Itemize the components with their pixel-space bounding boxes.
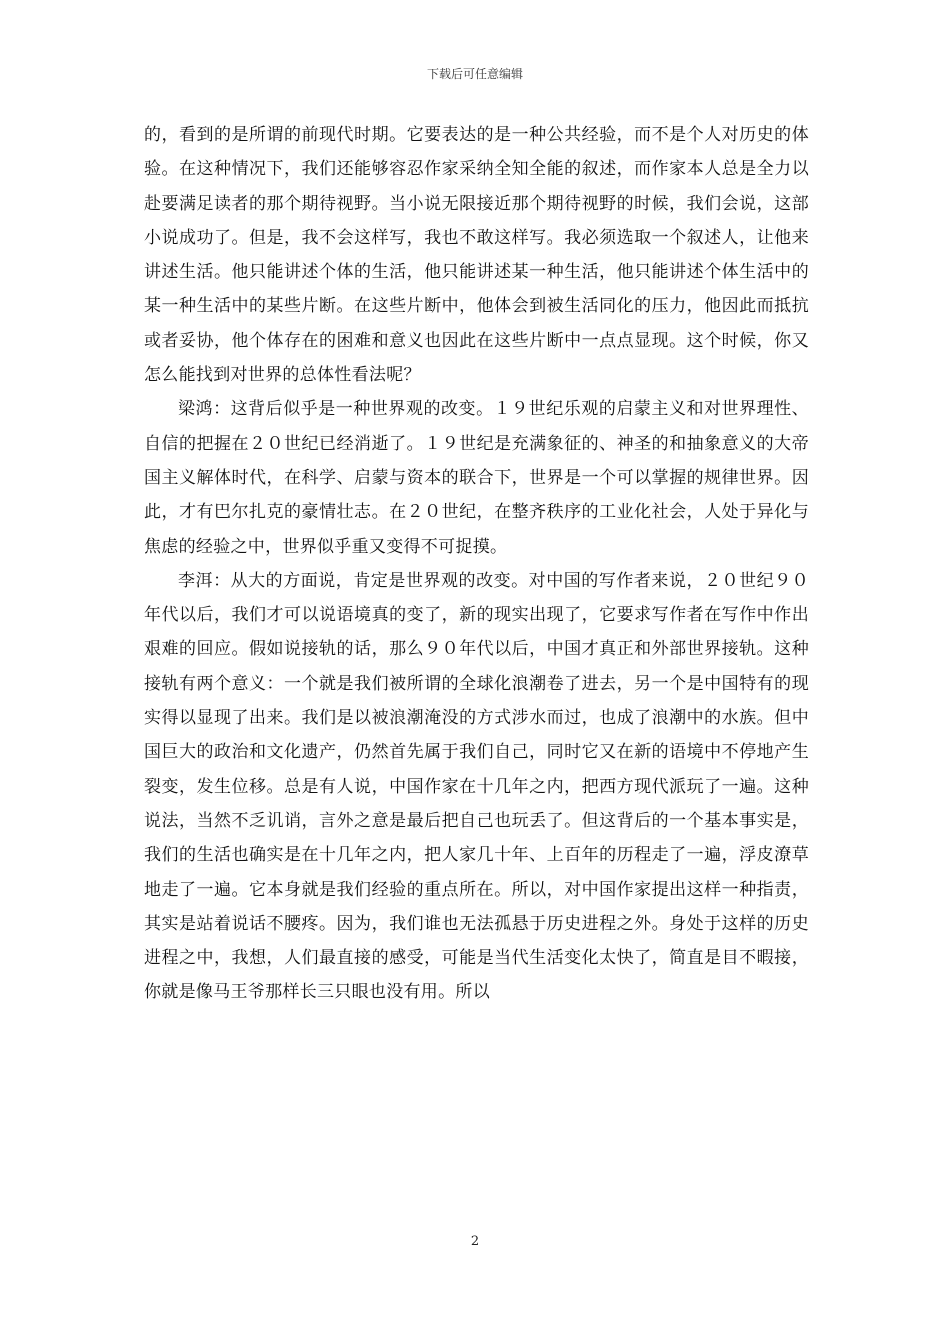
page-number: 2 [470, 1234, 480, 1249]
document-body [144, 118, 809, 1010]
paragraph-2: 梁鸿：这背后似乎是一种世界观的改变。１９世纪乐观的启蒙主义和对世界理性、自信的把握在２０世纪已经消逝了。１９世纪是充满象征的、神圣的和抽象意义的大帝国主义解体时代，在科学、启蒙与资本的联合下，世界是一个可以掌握的规律世界。因此，才有巴尔扎克的豪情壮志。在２０世纪，在整齐秩序的工业化社会，人处于异化与焦虑的经验之中，世界似乎重又变得不可捉摸。 [144, 399, 809, 557]
paragraph-3: 李洱：从大的方面说，肯定是世界观的改变。对中国的写作者来说，２０世纪９０年代以后，我们才可以说语境真的变了，新的现实出现了，它要求写作者在写作中作出艰难的回应。假如说接轨的话，那么９０年代以后，中国才真正和外部世界接轨。这种接轨有两个意义：一个就是我们被所谓的全球化浪潮卷了进去，另一个是中国特有的现实得以显现了出来。我们是以被浪潮淹没的方式涉水而过，也成了浪潮中的水族。但中国巨大的政治和文化遗产，仍然首先属于我们自己，同时它又在新的语境中不停地产生裂变，发生位移。总是有人说，中国作家在十几年之内，把西方现代派玩了一遍。这种说法，当然不乏讥诮，言外之意是最后把自己也玩丢了。但这背后的一个基本事实是，我们的生活也确实是在十几年之内，把人家几十年、上百年的历程走了一遍，浮皮潦草地走了一遍。它本身就是我们经验的重点所在。所以，对中国作家提出这样一种指责，其实是站着说话不腰疼。因为，我们谁也无法孤悬于历史进程之外。身处于这样的历史进程之中，我想，人们最直接的感受，可能是当代生活变化太快了，简直是目不暇接，你就是像马王爷那样长三只眼也没有用。所以 [144, 570, 809, 1003]
paragraph-1: 的，看到的是所谓的前现代时期。它要表达的是一种公共经验，而不是个人对历史的体验。在这种情况下，我们还能够容忍作家采纳全知全能的叙述，而作家本人总是全力以赴要满足读者的那个期待视野。当小说无限接近那个期待视野的时候，我们会说，这部小说成功了。但是，我不会这样写，我也不敢这样写。我必须选取一个叙述人，让他来讲述生活。他只能讲述个体的生活，他只能讲述某一种生活，他只能讲述个体生活中的某一种生活中的某些片断。在这些片断中，他体会到被生活同化的压力，他因此而抵抗或者妥协，他个体存在的困难和意义也因此在这些片断中一点点显现。这个时候，你又怎么能找到对世界的总体性看法呢？ [144, 125, 809, 386]
page-header: 下载后可任意编辑 [426, 67, 523, 81]
